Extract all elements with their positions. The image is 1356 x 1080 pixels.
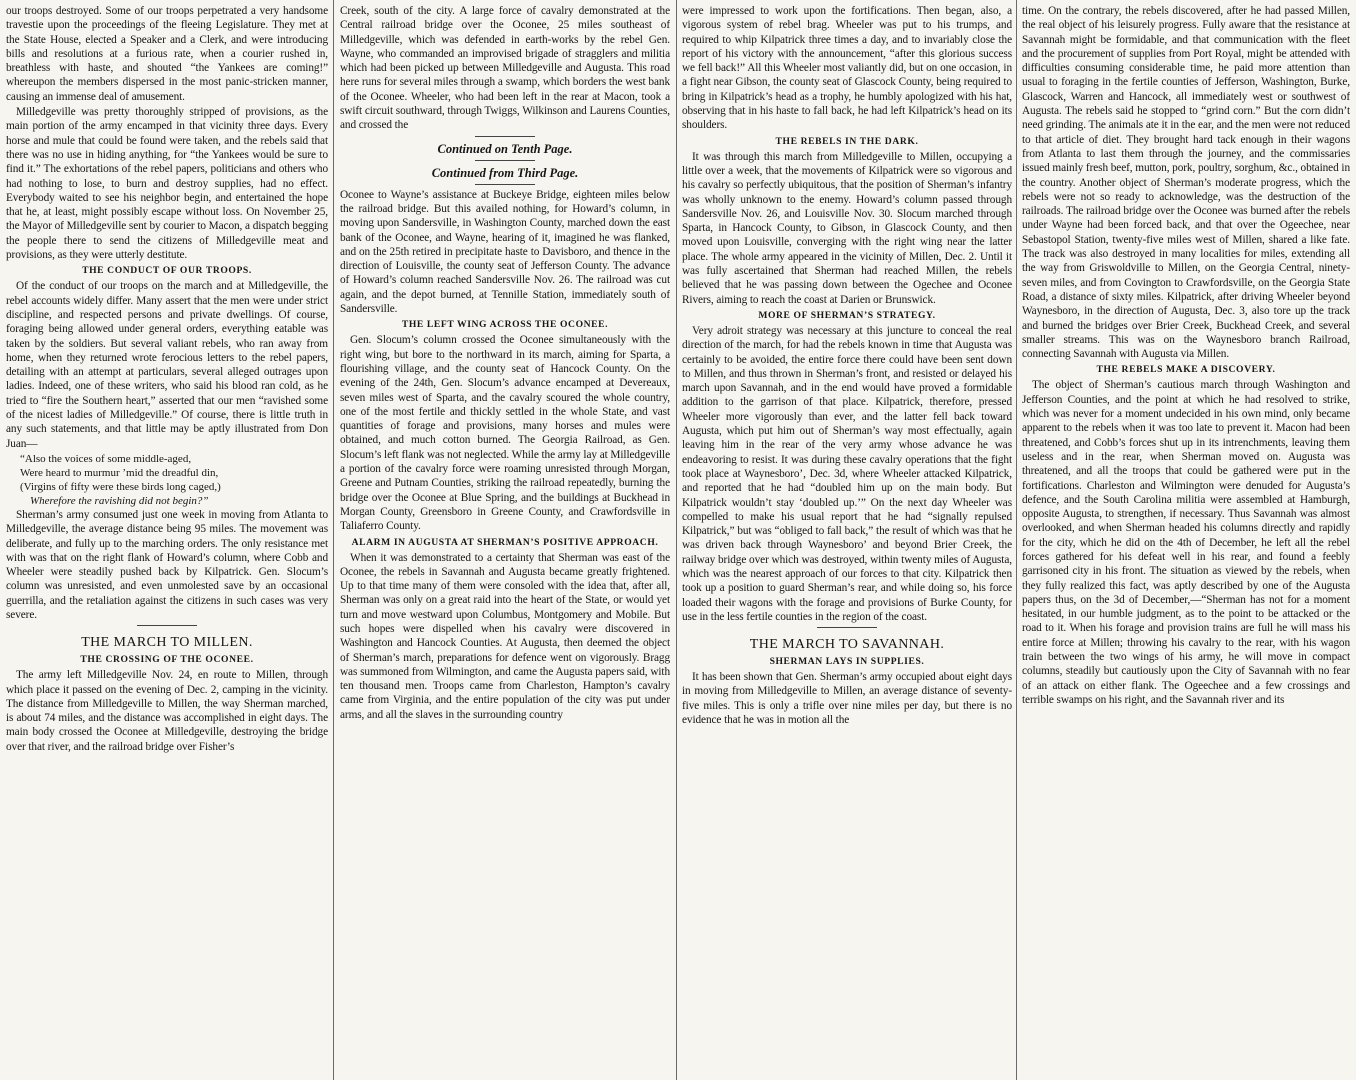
paragraph: time. On the contrary, the rebels discovered, after he had passed Millen, the real object of his leisurely progress. Fully aware that the resistance at Savannah might be formidable, and that communication with the fleet and the procurement of supplies from Port Royal, might be attended with difficulties consuming considerable time, he paid more attention than usual to foraging in the fertile counties of Jefferson, Washington, Burke, Glascock, Warren and Hancock, all immediately west or southwest of Augusta. The rebels said he stopped to “grind corn.” But the corn didn’t need grinding. The animals ate it in the ear, and the men were not reduced to that article of diet. They brought hard tack enough in their wagons from Atlanta to last them through the journey, and the commissaries issued mainly fresh beef, mutton, pork, poultry, sorghum, &c., obtained in the country. Another object of Sherman’s moderate progress, which the rebels were not so ready to acknowledge, was the destruction of the railroads. The railroad bridge over the Oconee was burned after the rebels under Wayne had been forced back, and that over the Ogeechee, near Sebastopol Station, twenty-five miles west of Millen, shared a like fate. The track was also destroyed in many localities for miles, extending all the way from Griswoldville to Millen, on the Georgia Central, ninety-seven miles, and from Covington to Crawfordsville, on the Georgia State Road, a distance of sixty miles. Kilpatrick, after driving Wheeler beyond Waynesboro, in the direction of Augusta, Dec. 3, also tore up the track and burned the bridges over Brier Creek, Buckhead Creek, and several smaller streams. This was on the Waynesboro branch Railroad, connecting Savannah with Augusta via Millen. xyxy=(1022,5,1350,361)
column-2 xyxy=(340,4,670,1078)
paragraph: Oconee to Wayne’s assistance at Buckeye Bridge, eighteen miles below the railroad bridge. But this availed nothing, for Howard’s column, in moving upon Sandersville, in Washington County, marched down the east bank of the Oconee, and Wayne, hearing of it, imagined he was flanked, and on the 25th retired in precipitate haste to Davisboro, and thence in the direction of Louisville, the county seat of Jefferson County. The advance of Howard’s column reached Sandersville Nov. 26. The railroad was cut again, and the depot burned, at Tennille Station, immediately south of Sandersville. xyxy=(340,188,670,316)
subheading: THE REBELS MAKE A DISCOVERY. xyxy=(1096,364,1276,376)
paragraph: It was through this march from Milledgeville to Millen, occupying a little over a week, that the movements of Kilpatrick were so vigorous and his cavalry so perfectly ubiquitous, that the position of Sherman’s infantry was wholly unknown to the enemy. Howard’s column passed through Sandersville Nov. 26, and Louisville Nov. 30. Slocum marched through Sparta, in Hancock County, to Gibson, in Glascock County, and then moved upon Louisville, converging with the right wing near the latter place. The whole army appeared in the vicinity of Millen, Dec. 2. Until it was fully ascertained that Sherman had reached Millen, the rebels believed that he was passing down between the Ogechee and Oconee Rivers, aiming to reach the coast at Darien or Brunswick. xyxy=(682,150,1012,306)
continued-notice: Continued on Tenth Page. xyxy=(437,141,573,156)
paragraph: our troops destroyed. Some of our troops perpetrated a very handsome travestie upon the proceedings of the fleeing Legislature. They met at the State House, elected a Speaker and a Clerk, and were introducing bills and resolutions at a furious rate, when a courier rushed in, breathless with haste, and shouted “the Yankees are coming!” whereupon the members dispersed in the most panic-stricken manner, causing an immense deal of amusement. xyxy=(6,5,328,103)
section-heading: THE MARCH TO SAVANNAH. xyxy=(749,637,945,653)
paragraph: It has been shown that Gen. Sherman’s army occupied about eight days in moving from Milledgeville to Millen, an average distance of seventy-five miles. This is only a trifle over nine miles per day, but there is no evidence that he was in motion all the xyxy=(682,671,1012,727)
subheading: THE LEFT WING ACROSS THE OCONEE. xyxy=(401,319,609,331)
paragraph: Of the conduct of our troops on the march and at Milledgeville, the rebel accounts widely differ. Many assert that the men were under strict discipline, and respected persons and private dwellings. Of course, foraging being allowed under general orders, everything eatable was taken by the soldiers. But several valiant rebels, who ran away from home, when they returned wrote ferocious letters to the rebel papers, detailing with an attempt at particulars, several alleged outrages upon ladies. Indeed, one of these writers, who said his blood ran cold, as he tried to “fire the Southern heart,” asserted that our men “ravished some of the nicest ladies of Milledgeville.” Of course, there is little truth in any such statements, and that little may be aptly illustrated from Don Juan— xyxy=(6,280,328,450)
column-rule xyxy=(1016,0,1017,1080)
continued-notice: Continued from Third Page. xyxy=(431,165,579,180)
paragraph: When it was demonstrated to a certainty that Sherman was east of the Oconee, the rebels in Savannah and Augusta became greatly frightened. Up to that time many of them were consoled with the idea that, after all, Sherman was only on a great raid into the heart of the State, or would yet turn and move westward upon Columbus, Montgomery and Mobile. But such hopes were dispelled when his cavalry were discovered in Washington and Hancock Counties. At Augusta, then deemed the object of Sherman’s march, preparations for defence went on vigorously. Bragg was summoned from Wilmington, and came the Augusta papers said, with ten thousand men. Troops came from Charleston, Hampton’s cavalry came from Virginia, and the entire population of the city was put under arms, and all the slaves in the surrounding country xyxy=(340,551,670,721)
paragraph: The object of Sherman’s cautious march through Washington and Jefferson Counties, and the point at which he had resolved to strike, which was never for a moment undecided in his own mind, only became apparent to the rebels when it was too late to prevent it. Macon had been threatened, and Cobb’s forces shut up in its intrenchments, leaving them useless and in the rear, when Sherman moved on. Augusta was threatened, and all the troops that could be gathered were put in the fortifications. Charleston and Wilmington were denuded for Augusta’s defence, and the South Carolina militia were assembled at Hamburgh, opposite Augusta, to strengthen, if necessary. Thus Savannah was almost overlooked, and when Sherman headed his columns directly and rapidly for the city, which he did on the 4th of December, he left all the rebel forces gathered for his defeat well in his rear, and found a feebly garrisoned city in his front. The situation as viewed by the rebels, when they fully realized this fact, was aptly described by one of the Augusta papers thus, on the 3d of December,—“Sherman has not for a moment hesitated, in our humble judgment, as to the point to be attacked or the road to it. When his forage and provision trains are full he will mass his entire force at Millen; throwing his cavalry to the rear, with his wagon train between the two wings of his army, he will move in compact columns, steadily but cautiously upon the City of Savannah with no fear of an attack on either flank. The Ogeechee and a few crossings and terrible swamps on his right, and the Savannah river and its xyxy=(1022,379,1350,706)
divider xyxy=(817,627,877,628)
paragraph: Gen. Slocum’s column crossed the Oconee simultaneously with the right wing, but bore to the northward in its march, aiming for Sparta, a flourishing village, and the county seat of Hancock County. On the evening of the 24th, Gen. Slocum’s advance encamped at Devereaux, seven miles west of Sparta, and the cavalry scoured the whole country, one of the most fertile and thickly settled in the whole State, and vast quantities of forage and provisions, many horses and mules were obtained, and much cotton burned. The Georgia Railroad, as Gen. Slocum’s left flank was not neglected. While the army lay at Milledgeville a portion of the cavalry force were roaming unresisted through Morgan, Greene and Putnam Counties, striking the railroad repeatedly, burning the bridge over the Oconee at Blue Spring, and the buildings at Buckhead in Morgan County, Greensboro in Greene County, and Crawfordsville in Taliaferro County. xyxy=(340,334,670,533)
divider xyxy=(475,184,535,185)
column-rule xyxy=(676,0,677,1080)
paragraph: Creek, south of the city. A large force of cavalry demonstrated at the Central railroad bridge over the Oconee, 25 miles southeast of Milledgeville, which was defended in earth-works by the rebel Gen. Wayne, who commanded an improvised brigade of stragglers and militia which had been picked up between Milledgeville and Augusta. This road here runs for several miles through a swamp, which borders the west bank of the Oconee. Wheeler, who had been left in the rear at Macon, took a swift circuit southward, through Twiggs, Wilkinson and Laurens Counties, and crossed the xyxy=(340,5,670,132)
column-rule xyxy=(333,0,334,1080)
section-heading: THE MARCH TO MILLEN. xyxy=(81,635,253,651)
paragraph: Very adroit strategy was necessary at this juncture to conceal the real direction of the march, for had the rebels known in time that Augusta was certainly to be avoided, the entire force there could have been sent down to Millen, and thus thrown in Sherman’s front, and resisted or delayed his march upon Savannah, and in the end would have proved a formidable addition to the garrison of that place. Kilpatrick, therefore, pressed Wheeler more vigorously than ever, and the latter fell back toward Augusta, which put him out of Sherman’s way most effectually, again leaving him in the rear of the very army whose advance he was endeavoring to resist. It was during these cavalry operations that the fight took place at Waynesboro’, Dec. 3d, where Wheeler attacked Kilpatrick, and reported that he had “doubled him up on the main body. But Kilpatrick wouldn’t stay ‘doubled up.’” On the next day Wheeler was compelled to make his usual report that he had “signally repulsed Kilpatrick,” but was “obliged to fall back,” the result of which was that he was driven back through Waynesboro’ and beyond Brier Creek, the railway bridge over which was destroyed, within twenty miles of Augusta, which was the nearest approach of our forces to that city. Kilpatrick then took up a position to guard Sherman’s rear, and while doing so, his force loaded their wagons with the forage and provisions of Burke County, for use in the less fertile counties in the region of the coast. xyxy=(682,324,1012,623)
paragraph: Milledgeville was pretty thoroughly stripped of provisions, as the main portion of the army encamped in that vicinity three days. Every horse and mule that could be found were taken, and the rebels said that there was no use in hiding anything, for “the Yankees would be sure to find it.” The exhortations of the rebel papers, politicians and others who had nothing to lose, to burn and destroy supplies, had no effect. Everybody waited to see his neighbor begin, and entertained the hope that he, at least, might possibly escape without loss. On November 25, the Mayor of Milledgeville sent by courier to Macon, a dispatch begging the people there to send the citizens of Milledgeville meat and provisions, as they were utterly destitute. xyxy=(6,106,328,262)
subheading: THE CROSSING OF THE OCONEE. xyxy=(80,654,254,666)
verse-line: Wherefore the ravishing did not begin?” xyxy=(30,494,209,507)
paragraph: Sherman’s army consumed just one week in moving from Atlanta to Milledgeville, the average distance being 95 miles. The movement was deliberate, and fully up to the marching orders. The only resistance met with was that on the right flank of Howard’s column, where Cobb and Wheeler were steadily pushed back by Kilpatrick. Gen. Slocum’s column was unresisted, and even unmolested save by an occasional guerrilla, and the retaliation against the citizens in such cases was very severe. xyxy=(6,508,328,621)
verse-line: “Also the voices of some middle-aged, xyxy=(20,452,192,465)
subheading: ALARM IN AUGUSTA AT SHERMAN’S POSITIVE APPROACH. xyxy=(351,536,659,548)
column-4 xyxy=(1022,4,1350,1078)
subheading: THE CONDUCT OF OUR TROOPS. xyxy=(82,265,252,277)
column-3 xyxy=(682,4,1012,1078)
subheading: SHERMAN LAYS IN SUPPLIES. xyxy=(769,656,925,668)
paragraph: The army left Milledgeville Nov. 24, en route to Millen, through which place it passed on the evening of Dec. 2, camping in the vicinity. The distance from Milledgeville to Millen, the way Sherman marched, is about 74 miles, and the distance was accomplished in eight days. The main body crossed the Oconee at Milledgeville, destroying the bridge over that river, and the railroad bridge over Fisher’s xyxy=(6,669,328,753)
divider xyxy=(137,625,197,626)
column-1 xyxy=(6,4,328,1078)
subheading: THE REBELS IN THE DARK. xyxy=(775,135,919,147)
subheading: MORE OF SHERMAN’S STRATEGY. xyxy=(758,309,936,321)
verse-quote xyxy=(20,452,328,508)
paragraph: were impressed to work upon the fortifications. Then began, also, a vigorous system of rebel brag. Wheeler was put to his trumps, and required to whip Kilpatrick three times a day, and to invariably close the report of his victory with the announcement, “after this glorious success we fell back!” All this Wheeler most valiantly did, but on one occasion, in a fight near Gibson, the county seat of Glascock County, being required to bring in Kilpatrick’s head as a trophy, he humbly apologized with his hat, observing that in his haste to fall back, he had left Kilpatrick’s head on its shoulders. xyxy=(682,5,1012,132)
verse-line: Were heard to murmur ’mid the dreadful din, xyxy=(20,466,219,479)
verse-line: (Virgins of fifty were these birds long caged,) xyxy=(20,480,221,493)
divider xyxy=(475,160,535,161)
divider xyxy=(475,136,535,137)
